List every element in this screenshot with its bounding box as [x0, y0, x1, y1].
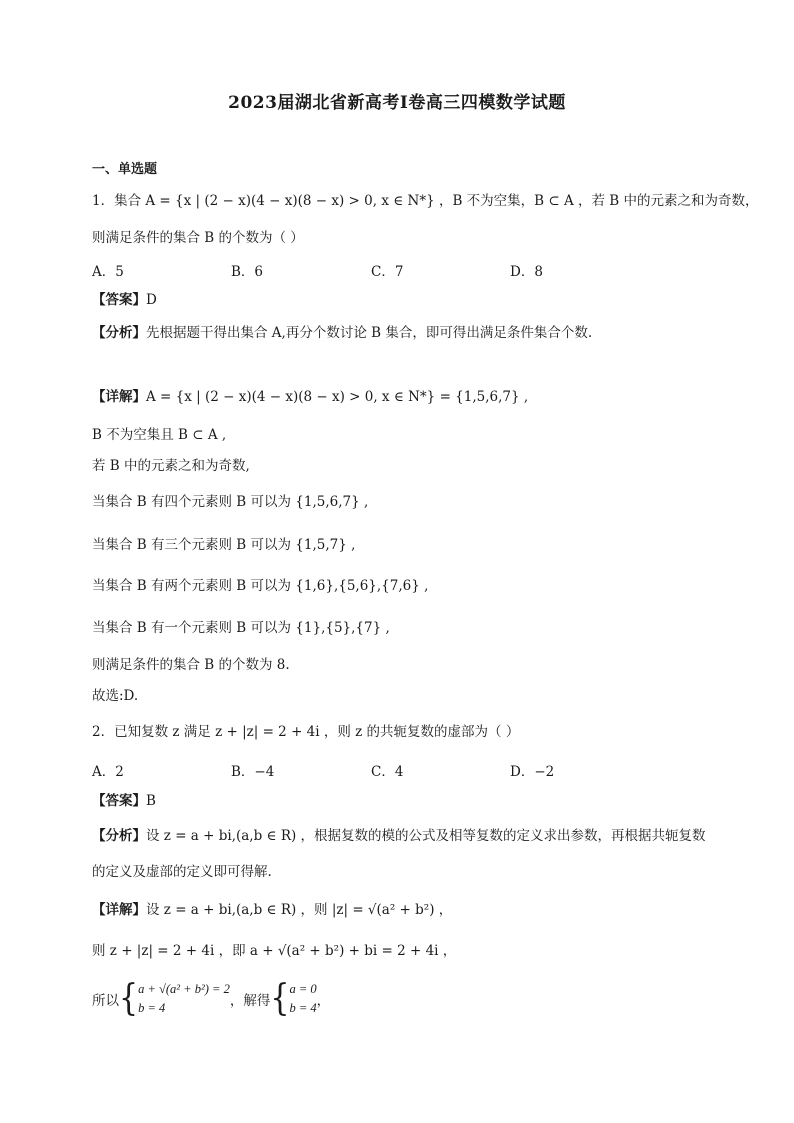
q1-detail-line: 当集合 B 有两个元素则 B 可以为 {1,6},{5,6},{7,6} ,: [92, 578, 429, 594]
q1-option-b: B．6: [231, 264, 264, 280]
q1-detail-line: 则满足条件的集合 B 的个数为 8.: [92, 657, 290, 673]
section-heading: 一、单选题: [92, 162, 158, 177]
answer-tag: 【答案】: [92, 793, 146, 809]
q1-option-c: C．7: [371, 264, 404, 280]
q1-detail-line: 当集合 B 有三个元素则 B 可以为 {1,5,7} ,: [92, 537, 356, 553]
detail-text: 设 z = a + bi,(a,b ∈ R) ，则 |z| = √(a² + b²) ，: [146, 902, 453, 918]
system-row: b = 4: [289, 1001, 317, 1015]
q2-analysis-cont: 的定义及虚部的定义即可得解.: [92, 864, 272, 880]
analysis-text: 设 z = a + bi,(a,b ∈ R) ，根据复数的模的公式及相等复数的定义求出参数，再根据共轭复数: [146, 828, 706, 844]
analysis-tag: 【分析】: [92, 828, 146, 844]
analysis-tag: 【分析】: [92, 325, 146, 341]
equation-system-1: [138, 980, 230, 1018]
q1-option-a: A．5: [92, 264, 124, 280]
q2-option-a: A．2: [92, 764, 124, 780]
q1-answer: [92, 290, 157, 310]
q2-stem: 2．已知复数 z 满足 z + |z| = 2 + 4i ，则 z 的共轭复数的虚部为（ ）: [92, 724, 520, 740]
system-row: b = 4: [138, 1001, 166, 1015]
detail-text: A = {x | (2 − x)(4 − x)(8 − x) > 0, x ∈ N*} = {1,5,6,7} ,: [146, 389, 529, 405]
q1-option-d: D．8: [510, 264, 543, 280]
page-title: 2023届湖北省新高考Ⅰ卷高三四模数学试题: [228, 93, 566, 113]
q1-stem-line1: 1．集合 A = {x | (2 − x)(4 − x)(8 − x) > 0, x ∈ N*} ，B 不为空集，B ⊂ A ，若 B 中的元素之和为奇数，: [92, 193, 759, 209]
system-row: a = 0: [289, 982, 317, 996]
analysis-text: 先根据题干得出集合 A,再分个数讨论 B 集合，即可得出满足条件集合个数.: [146, 325, 593, 341]
q1-detail-line: 当集合 B 有一个元素则 B 可以为 {1},{5},{7} ,: [92, 620, 390, 636]
q2-option-c: C．4: [371, 764, 404, 780]
q2-system-line: [92, 977, 331, 1020]
solve-text: ，解得: [229, 993, 271, 1009]
q1-detail-line: B 不为空集且 B ⊂ A ,: [92, 427, 227, 443]
q2-analysis: [92, 826, 706, 846]
q2-option-d: D．−2: [510, 764, 555, 780]
q2-option-b: B．−4: [231, 764, 275, 780]
end-punct: ，: [316, 993, 331, 1009]
so-prefix: 所以: [92, 993, 119, 1009]
q1-stem-line2: 则满足条件的集合 B 的个数为（ ）: [92, 230, 304, 246]
detail-tag: 【详解】: [92, 902, 146, 918]
q1-analysis: [92, 323, 592, 343]
detail-tag: 【详解】: [92, 389, 146, 405]
q2-detail-line: 则 z + |z| = 2 + 4i ，即 a + √(a² + b²) + bi = 2 + 4i ，: [92, 943, 457, 959]
q1-detail-line: 故选:D.: [92, 688, 139, 704]
answer-tag: 【答案】: [92, 292, 146, 308]
left-brace: {: [119, 977, 139, 1020]
answer-value: D: [146, 292, 157, 308]
q1-detail-line: [92, 387, 528, 407]
q1-detail-line: 当集合 B 有四个元素则 B 可以为 {1,5,6,7} ,: [92, 494, 369, 510]
q2-answer: [92, 791, 156, 811]
left-brace: {: [270, 977, 290, 1020]
q1-detail-line: 若 B 中的元素之和为奇数,: [92, 458, 250, 474]
system-row: a + √(a² + b²) = 2: [138, 982, 230, 996]
q2-detail: [92, 900, 452, 920]
equation-system-2: [289, 980, 316, 1018]
answer-value: B: [146, 793, 156, 809]
